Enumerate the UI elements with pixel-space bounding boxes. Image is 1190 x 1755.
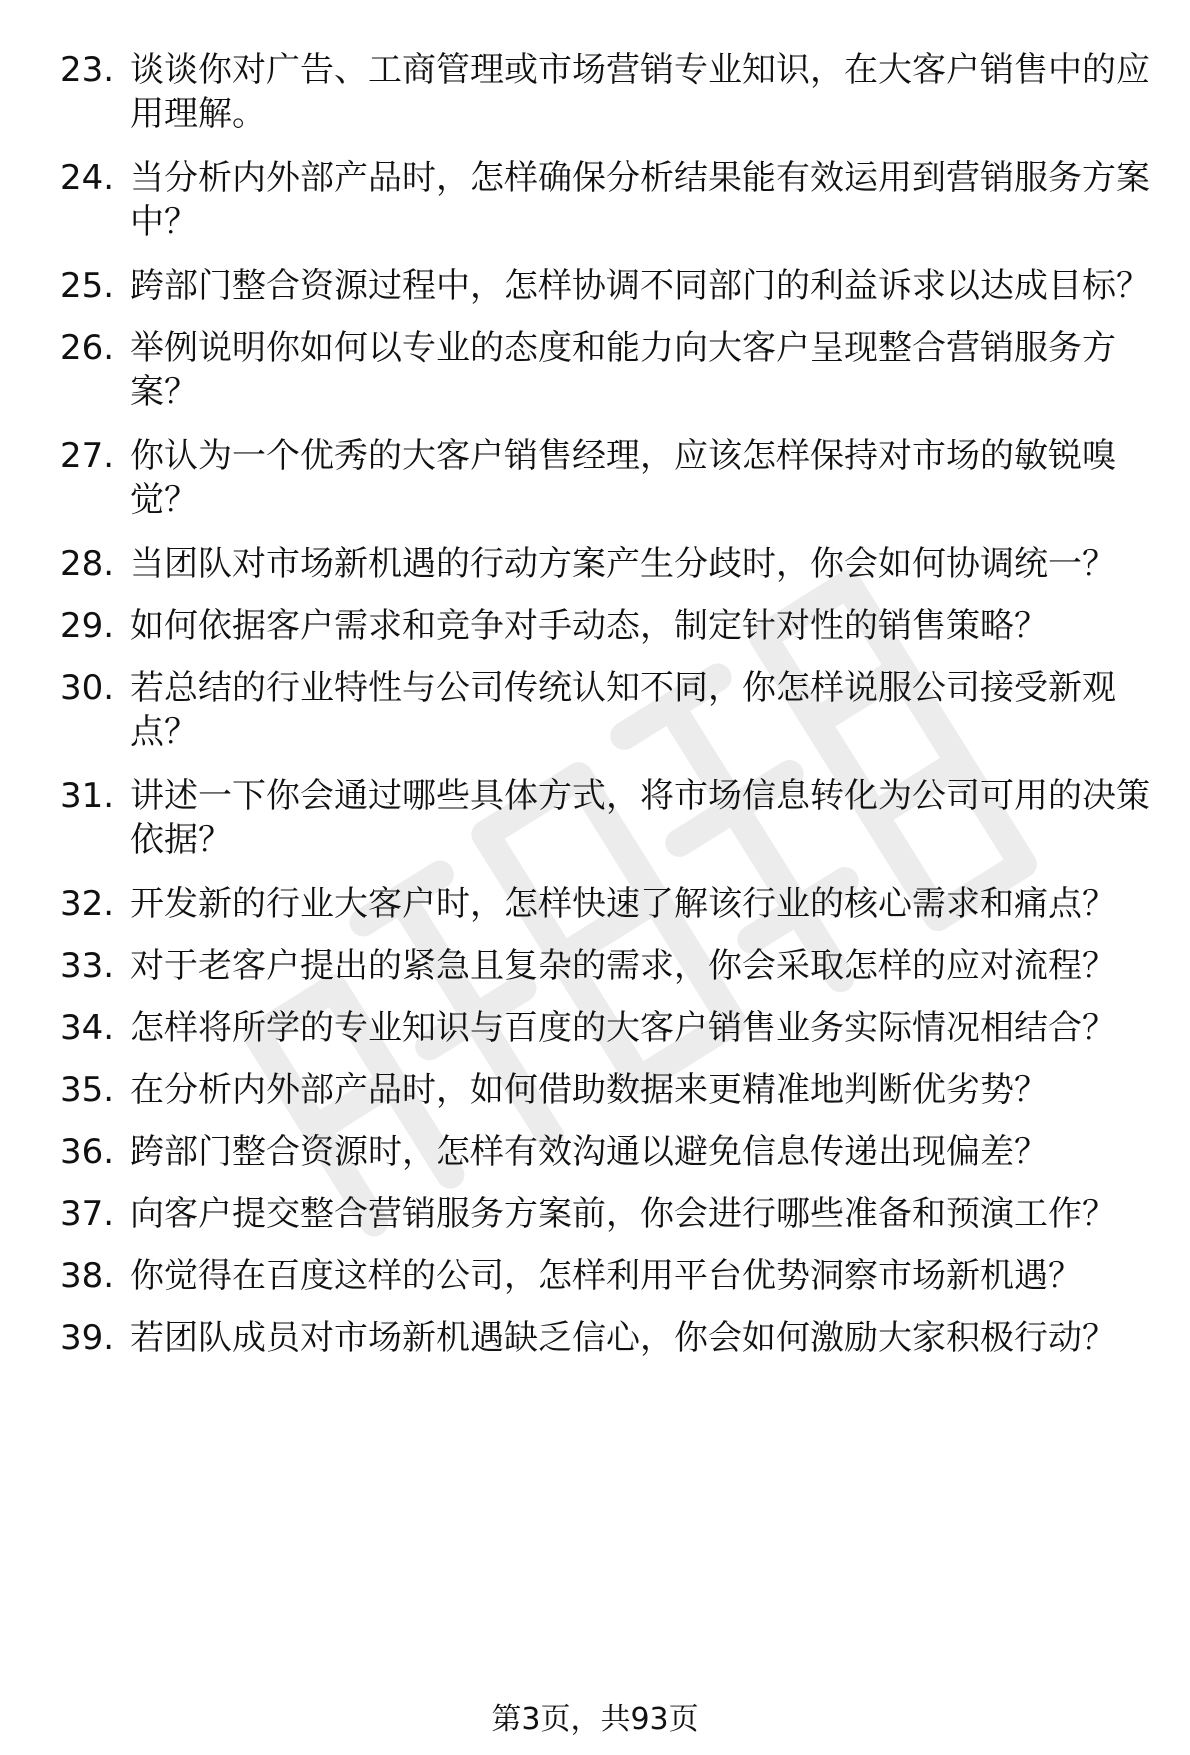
question-number: 34. bbox=[60, 1008, 115, 1048]
question-number: 28. bbox=[60, 544, 115, 584]
question-text: 跨部门整合资源时，怎样有效沟通以避免信息传递出现偏差？ bbox=[130, 1132, 1048, 1172]
question-list bbox=[60, 48, 1150, 1378]
question-number: 31. bbox=[60, 776, 115, 816]
question-number: 27. bbox=[60, 436, 115, 476]
question-item bbox=[60, 1192, 1150, 1236]
question-text: 如何依据客户需求和竞争对手动态，制定针对性的销售策略？ bbox=[130, 606, 1048, 646]
question-number: 26. bbox=[60, 328, 115, 368]
question-item bbox=[60, 604, 1150, 648]
question-item bbox=[60, 1006, 1150, 1050]
question-item bbox=[60, 156, 1150, 244]
question-item bbox=[60, 264, 1150, 308]
question-item bbox=[60, 48, 1150, 136]
question-text: 若总结的行业特性与公司传统认知不同，你怎样说服公司接受新观点？ bbox=[130, 668, 1116, 752]
question-text: 谈谈你对广告、工商管理或市场营销专业知识，在大客户销售中的应用理解。 bbox=[130, 50, 1150, 134]
question-item bbox=[60, 774, 1150, 862]
question-text: 向客户提交整合营销服务方案前，你会进行哪些准备和预演工作？ bbox=[130, 1194, 1116, 1234]
question-number: 33. bbox=[60, 946, 115, 986]
question-item bbox=[60, 1316, 1150, 1360]
question-number: 29. bbox=[60, 606, 115, 646]
question-item bbox=[60, 1254, 1150, 1298]
question-text: 怎样将所学的专业知识与百度的大客户销售业务实际情况相结合？ bbox=[130, 1008, 1116, 1048]
question-item bbox=[60, 882, 1150, 926]
question-text: 若团队成员对市场新机遇缺乏信心，你会如何激励大家积极行动？ bbox=[130, 1318, 1116, 1358]
question-text: 当分析内外部产品时，怎样确保分析结果能有效运用到营销服务方案中？ bbox=[130, 158, 1150, 242]
question-number: 35. bbox=[60, 1070, 115, 1110]
question-item bbox=[60, 1130, 1150, 1174]
page-number: 第3页，共93页 bbox=[491, 1702, 699, 1737]
question-item bbox=[60, 944, 1150, 988]
question-number: 36. bbox=[60, 1132, 115, 1172]
question-text: 你认为一个优秀的大客户销售经理，应该怎样保持对市场的敏锐嗅觉？ bbox=[130, 436, 1116, 520]
question-item bbox=[60, 326, 1150, 414]
question-number: 39. bbox=[60, 1318, 115, 1358]
question-text: 你觉得在百度这样的公司，怎样利用平台优势洞察市场新机遇？ bbox=[130, 1256, 1082, 1296]
question-number: 38. bbox=[60, 1256, 115, 1296]
question-text: 讲述一下你会通过哪些具体方式，将市场信息转化为公司可用的决策依据？ bbox=[130, 776, 1150, 860]
question-text: 当团队对市场新机遇的行动方案产生分歧时，你会如何协调统一？ bbox=[130, 544, 1116, 584]
question-text: 开发新的行业大客户时，怎样快速了解该行业的核心需求和痛点？ bbox=[130, 884, 1116, 924]
question-item bbox=[60, 666, 1150, 754]
question-number: 25. bbox=[60, 266, 115, 306]
question-number: 32. bbox=[60, 884, 115, 924]
question-text: 在分析内外部产品时，如何借助数据来更精准地判断优劣势？ bbox=[130, 1070, 1048, 1110]
question-number: 24. bbox=[60, 158, 115, 198]
question-item bbox=[60, 1068, 1150, 1112]
question-text: 对于老客户提出的紧急且复杂的需求，你会采取怎样的应对流程？ bbox=[130, 946, 1116, 986]
question-number: 37. bbox=[60, 1194, 115, 1234]
question-item bbox=[60, 434, 1150, 522]
question-item bbox=[60, 542, 1150, 586]
question-text: 跨部门整合资源过程中，怎样协调不同部门的利益诉求以达成目标？ bbox=[130, 266, 1150, 306]
question-number: 23. bbox=[60, 50, 115, 90]
question-text: 举例说明你如何以专业的态度和能力向大客户呈现整合营销服务方案？ bbox=[130, 328, 1116, 412]
question-number: 30. bbox=[60, 668, 115, 708]
